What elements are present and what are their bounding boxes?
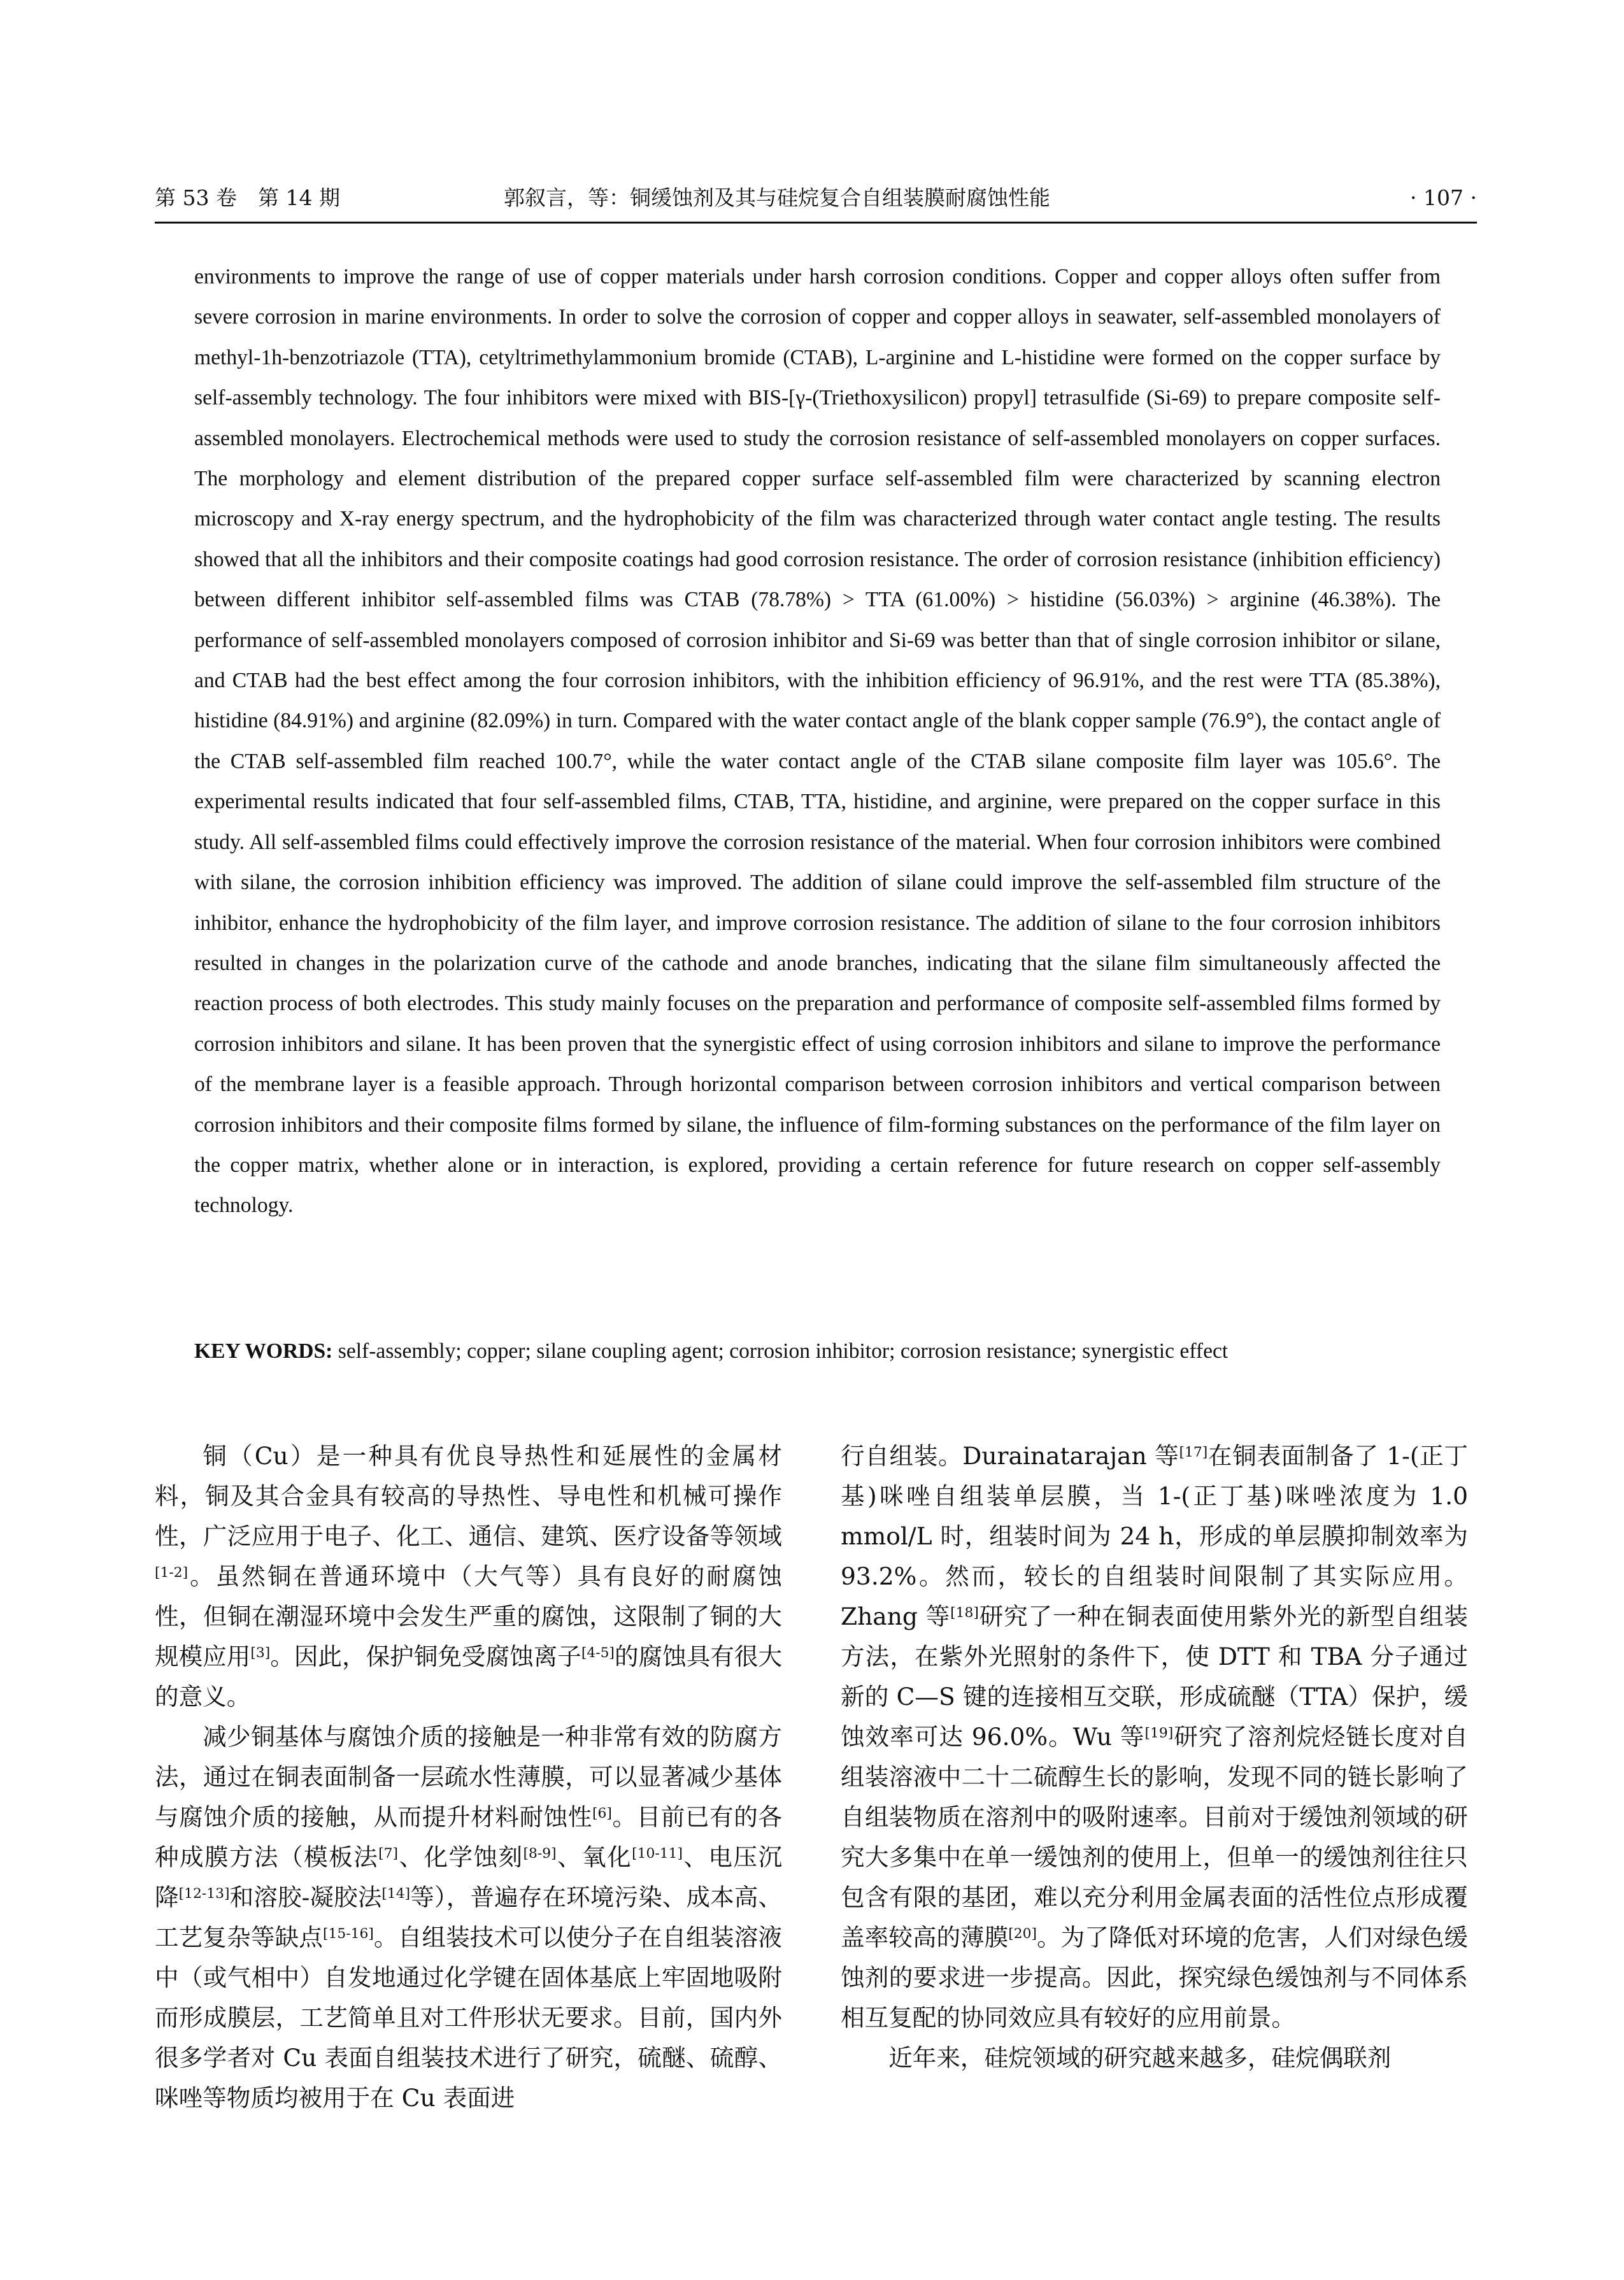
- citation: [19]: [1144, 1725, 1174, 1742]
- running-title: 郭叙言，等：铜缓蚀剂及其与硅烷复合自组装膜耐腐蚀性能: [504, 185, 1050, 210]
- paragraph: 近年来，硅烷领域的研究越来越多，硅烷偶联剂: [888, 2044, 1392, 2072]
- citation: [6]: [592, 1806, 612, 1822]
- citation: [3]: [250, 1645, 271, 1662]
- citation: [7]: [378, 1846, 399, 1862]
- citation: [10-11]: [632, 1846, 683, 1862]
- citation: [14]: [381, 1886, 411, 1902]
- citation: [8-9]: [523, 1846, 557, 1862]
- citation: [20]: [1008, 1926, 1037, 1942]
- abstract: [194, 257, 1441, 1226]
- body-column-right: [841, 1436, 1468, 2078]
- header-rule: [155, 222, 1477, 224]
- abstract-text: environments to improve the range of use of copper materials under harsh corrosion conditions. Copper and copper alloys often suffer from severe corrosion in marine environments. In order to solve the corrosion of copper and copper alloys in seawater, self-assembled monolayers of methyl-1h-benzotriazole (TTA), cetyltrimethylammonium bromide (CTAB), L-arginine and L-histidine were formed on the copper surface by self-assembly technology. The four inhibitors were mixed with BIS-[γ-(Triethoxysilicon) propyl] tetrasulfide (Si-69) to prepare composite self-assembled monolayers. Electrochemical methods were used to study the corrosion resistance of self-assembled monolayers on copper surfaces. The morphology and element distribution of the prepared copper surface self-assembled film were characterized by scanning electron microscopy and X-ray energy spectrum, and the hydrophobicity of the film was characterized through water contact angle testing. The results showed that all the inhibitors and their composite coatings had good corrosion resistance. The order of corrosion resistance (inhibition efficiency) between different inhibitor self-assembled films was CTAB (78.78%) > TTA (61.00%) > histidine (56.03%) > arginine (46.38%). The performance of self-assembled monolayers composed of corrosion inhibitor and Si-69 was better than that of single corrosion inhibitor or silane, and CTAB had the best effect among the four corrosion inhibitors, with the inhibition efficiency of 96.91%, and the rest were TTA (85.38%), histidine (84.91%) and arginine (82.09%) in turn. Compared with the water contact angle of the blank copper sample (76.9°), the contact angle of the CTAB self-assembled film reached 100.7°, while the water contact angle of the CTAB silane composite film layer was 105.6°. The experimental results indicated that four self-assembled films, CTAB, TTA, histidine, and arginine, were prepared on the copper surface in this study. All self-assembled films could effectively improve the corrosion resistance of the material. When four corrosion inhibitors were combined with silane, the corrosion inhibition efficiency was improved. The addition of silane could improve the self-assembled film structure of the inhibitor, enhance the hydrophobicity of the film layer, and improve corrosion resistance. The addition of silane to the four corrosion inhibitors resulted in changes in the polarization curve of the cathode and anode branches, indicating that the silane film simultaneously affected the reaction process of both electrodes. This study mainly focuses on the preparation and performance of composite self-assembled films formed by corrosion inhibitors and silane. It has been proven that the synergistic effect of using corrosion inhibitors and silane to improve the performance of the membrane layer is a feasible approach. Through horizontal comparison between corrosion inhibitors and vertical comparison between corrosion inhibitors and their composite films formed by silane, the influence of film-forming substances on the performance of the film layer on the copper matrix, whether alone or in interaction, is explored, providing a certain reference for future research on copper self-assembly technology.: [194, 265, 1441, 1218]
- citation: [17]: [1179, 1444, 1208, 1461]
- citation: [12-13]: [178, 1886, 230, 1902]
- running-header: [155, 180, 1477, 216]
- keywords: [194, 1331, 1441, 1371]
- keywords-label: KEY WORDS:: [194, 1339, 333, 1363]
- citation: [18]: [950, 1605, 979, 1621]
- page-number: · 107 ·: [1410, 185, 1477, 210]
- keywords-list: self-assembly; copper; silane coupling agent; corrosion inhibitor; corrosion resistance; synergistic effect: [332, 1339, 1229, 1363]
- citation: [4-5]: [581, 1645, 615, 1662]
- citation: [15-16]: [323, 1926, 374, 1942]
- body-column-left: [155, 1436, 782, 2118]
- paragraph: 减少铜基体与腐蚀介质的接触是一种非常有效的防腐方法，通过在铜表面制备一层疏水性薄膜，可以显著减少基体与腐蚀介质的接触，从而提升材料耐蚀性[6]。目前已有的各种成膜方法（模板法[7]、化学蚀刻[8-9]、氧化[10-11]、电压沉降[12-13]和溶胶-凝胶法[14]等），普遍存在环境污染、成本高、工艺复杂等缺点[15-16]。自组装技术可以使分子在自组装溶液中（或气相中）自发地通过化学键在固体基底上牢固地吸附而形成膜层，工艺简单且对工件形状无要求。目前，国内外很多学者对 Cu 表面自组装技术进行了研究，硫醚、硫醇、咪唑等物质均被用于在 Cu 表面进: [155, 1723, 783, 2112]
- paragraph-continued: 行自组装。Durainatarajan 等[17]在铜表面制备了 1-(正丁基)咪唑自组装单层膜，当 1-(正丁基)咪唑浓度为 1.0 mmol/L 时，组装时间为 24 h，形成的单层膜抑制效率为 93.2%。然而，较长的自组装时间限制了其实际应用。Zhang 等[18]研究了一种在铜表面使用紫外光的新型自组装方法，在紫外光照射的条件下，使 DTT 和 TBA 分子通过新的 C—S 键的连接相互交联，形成硫醚（TTA）保护，缓蚀效率可达 96.0%。Wu 等[19]研究了溶剂烷烃链长度对自组装溶液中二十二硫醇生长的影响，发现不同的链长影响了自组装物质在溶剂中的吸附速率。目前对于缓蚀剂领域的研究大多集中在单一缓蚀剂的使用上，但单一的缓蚀剂往往只包含有限的基团，难以充分利用金属表面的活性位点形成覆盖率较高的薄膜[20]。为了降低对环境的危害，人们对绿色缓蚀剂的要求进一步提高。因此，探究绿色缓蚀剂与不同体系相互复配的协同效应具有较好的应用前景。: [841, 1442, 1469, 2032]
- citation: [1-2]: [155, 1565, 189, 1581]
- volume-issue: 第 53 卷 第 14 期: [155, 185, 340, 210]
- paragraph: 铜（Cu）是一种具有优良导热性和延展性的金属材料，铜及其合金具有较高的导热性、导电性和机械可操作性，广泛应用于电子、化工、通信、建筑、医疗设备等领域[1-2]。虽然铜在普通环境中（大气等）具有良好的耐腐蚀性，但铜在潮湿环境中会发生严重的腐蚀，这限制了铜的大规模应用[3]。因此，保护铜免受腐蚀离子[4-5]的腐蚀具有很大的意义。: [155, 1442, 783, 1711]
